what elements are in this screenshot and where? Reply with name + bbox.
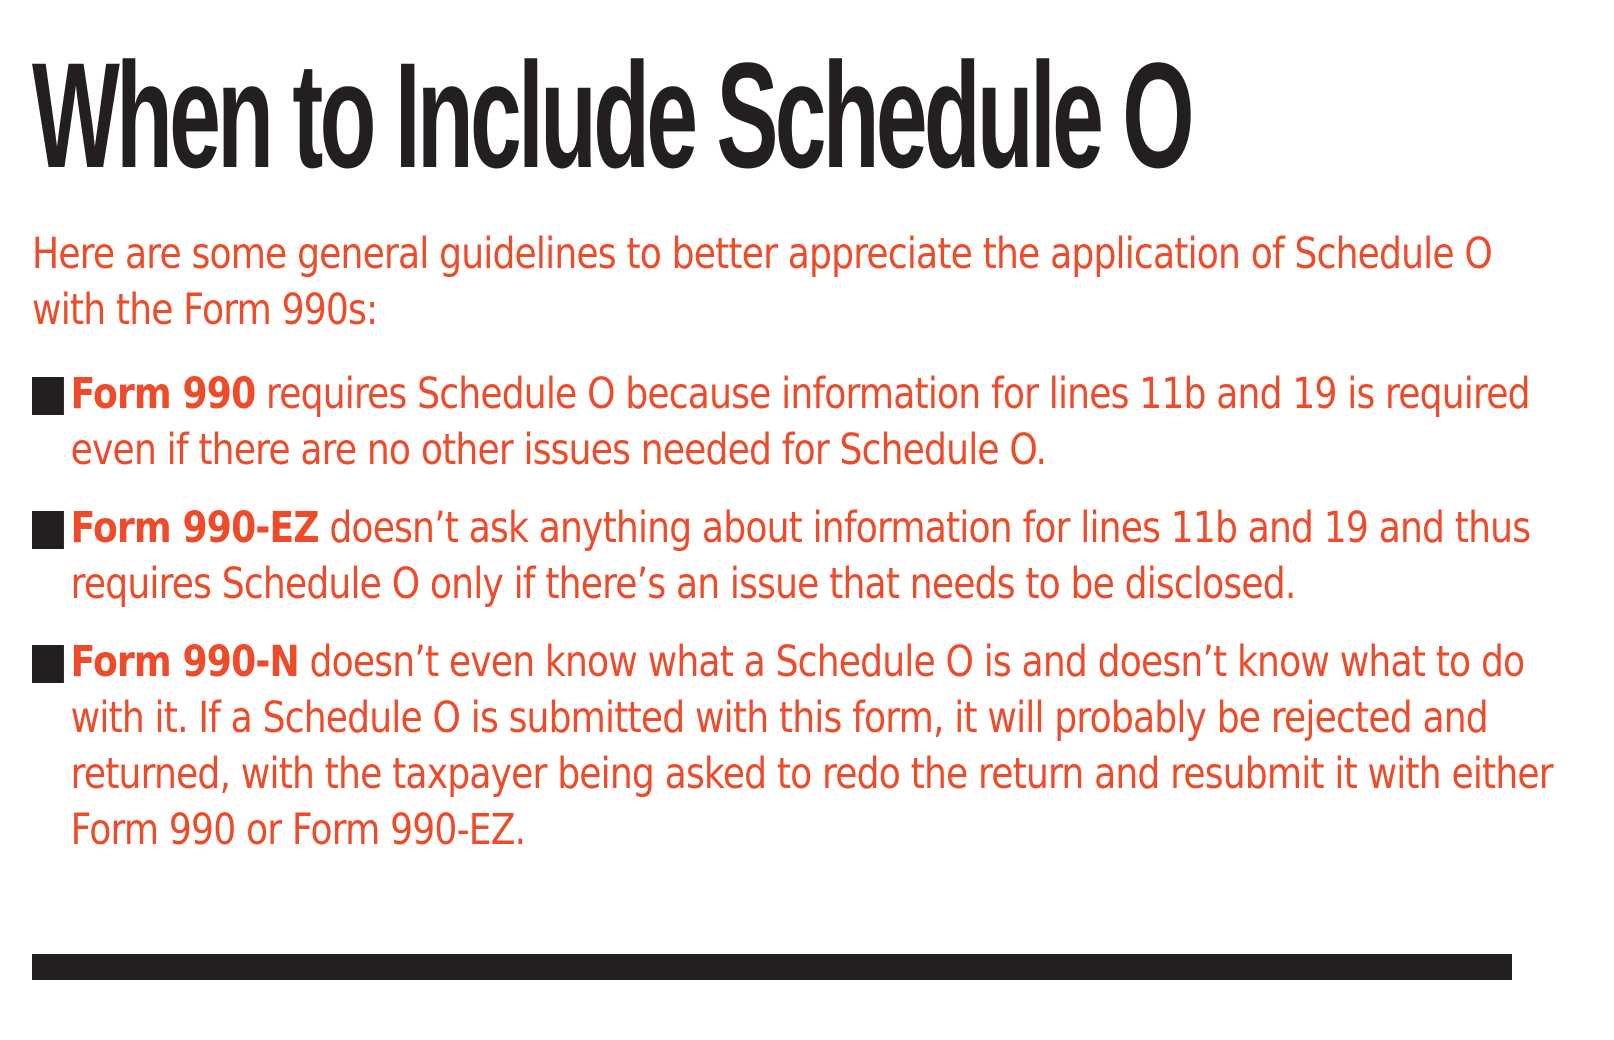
square-bullet-icon — [32, 377, 64, 415]
guideline-list — [32, 366, 1592, 858]
form-990-n-text: doesn’t even know what a Schedule O is and doesn’t know what to do with it. If a Schedule O is submitted with this form, it will probably be rejected and returned, with the taxpayer being asked to redo the return and resubmit it with either Form 990 or Form 990-EZ. — [70, 637, 1553, 855]
form-990-text: requires Schedule O because information for lines 11b and 19 is required even if there are no other issues needed for Schedule O. — [70, 369, 1530, 475]
list-item — [32, 634, 1557, 858]
bottom-rule — [32, 954, 1512, 980]
square-bullet-icon — [32, 645, 64, 683]
list-item — [32, 500, 1557, 612]
intro-paragraph: Here are some general guidelines to better appreciate the application of Schedule O with the Form 990s: — [32, 229, 1492, 335]
document-page — [32, 0, 1592, 1040]
form-990-term: Form 990 — [70, 369, 256, 419]
form-990-ez-text: doesn’t ask anything about information for lines 11b and 19 and thus requires Schedule O only if there’s an issue that needs to be disclosed. — [70, 503, 1531, 609]
square-bullet-icon — [32, 511, 64, 549]
list-item — [32, 366, 1557, 478]
form-990-n-term: Form 990-N — [70, 637, 299, 687]
form-990-ez-term: Form 990-EZ — [70, 503, 319, 553]
page-title: When to Include Schedule O — [32, 31, 1191, 199]
